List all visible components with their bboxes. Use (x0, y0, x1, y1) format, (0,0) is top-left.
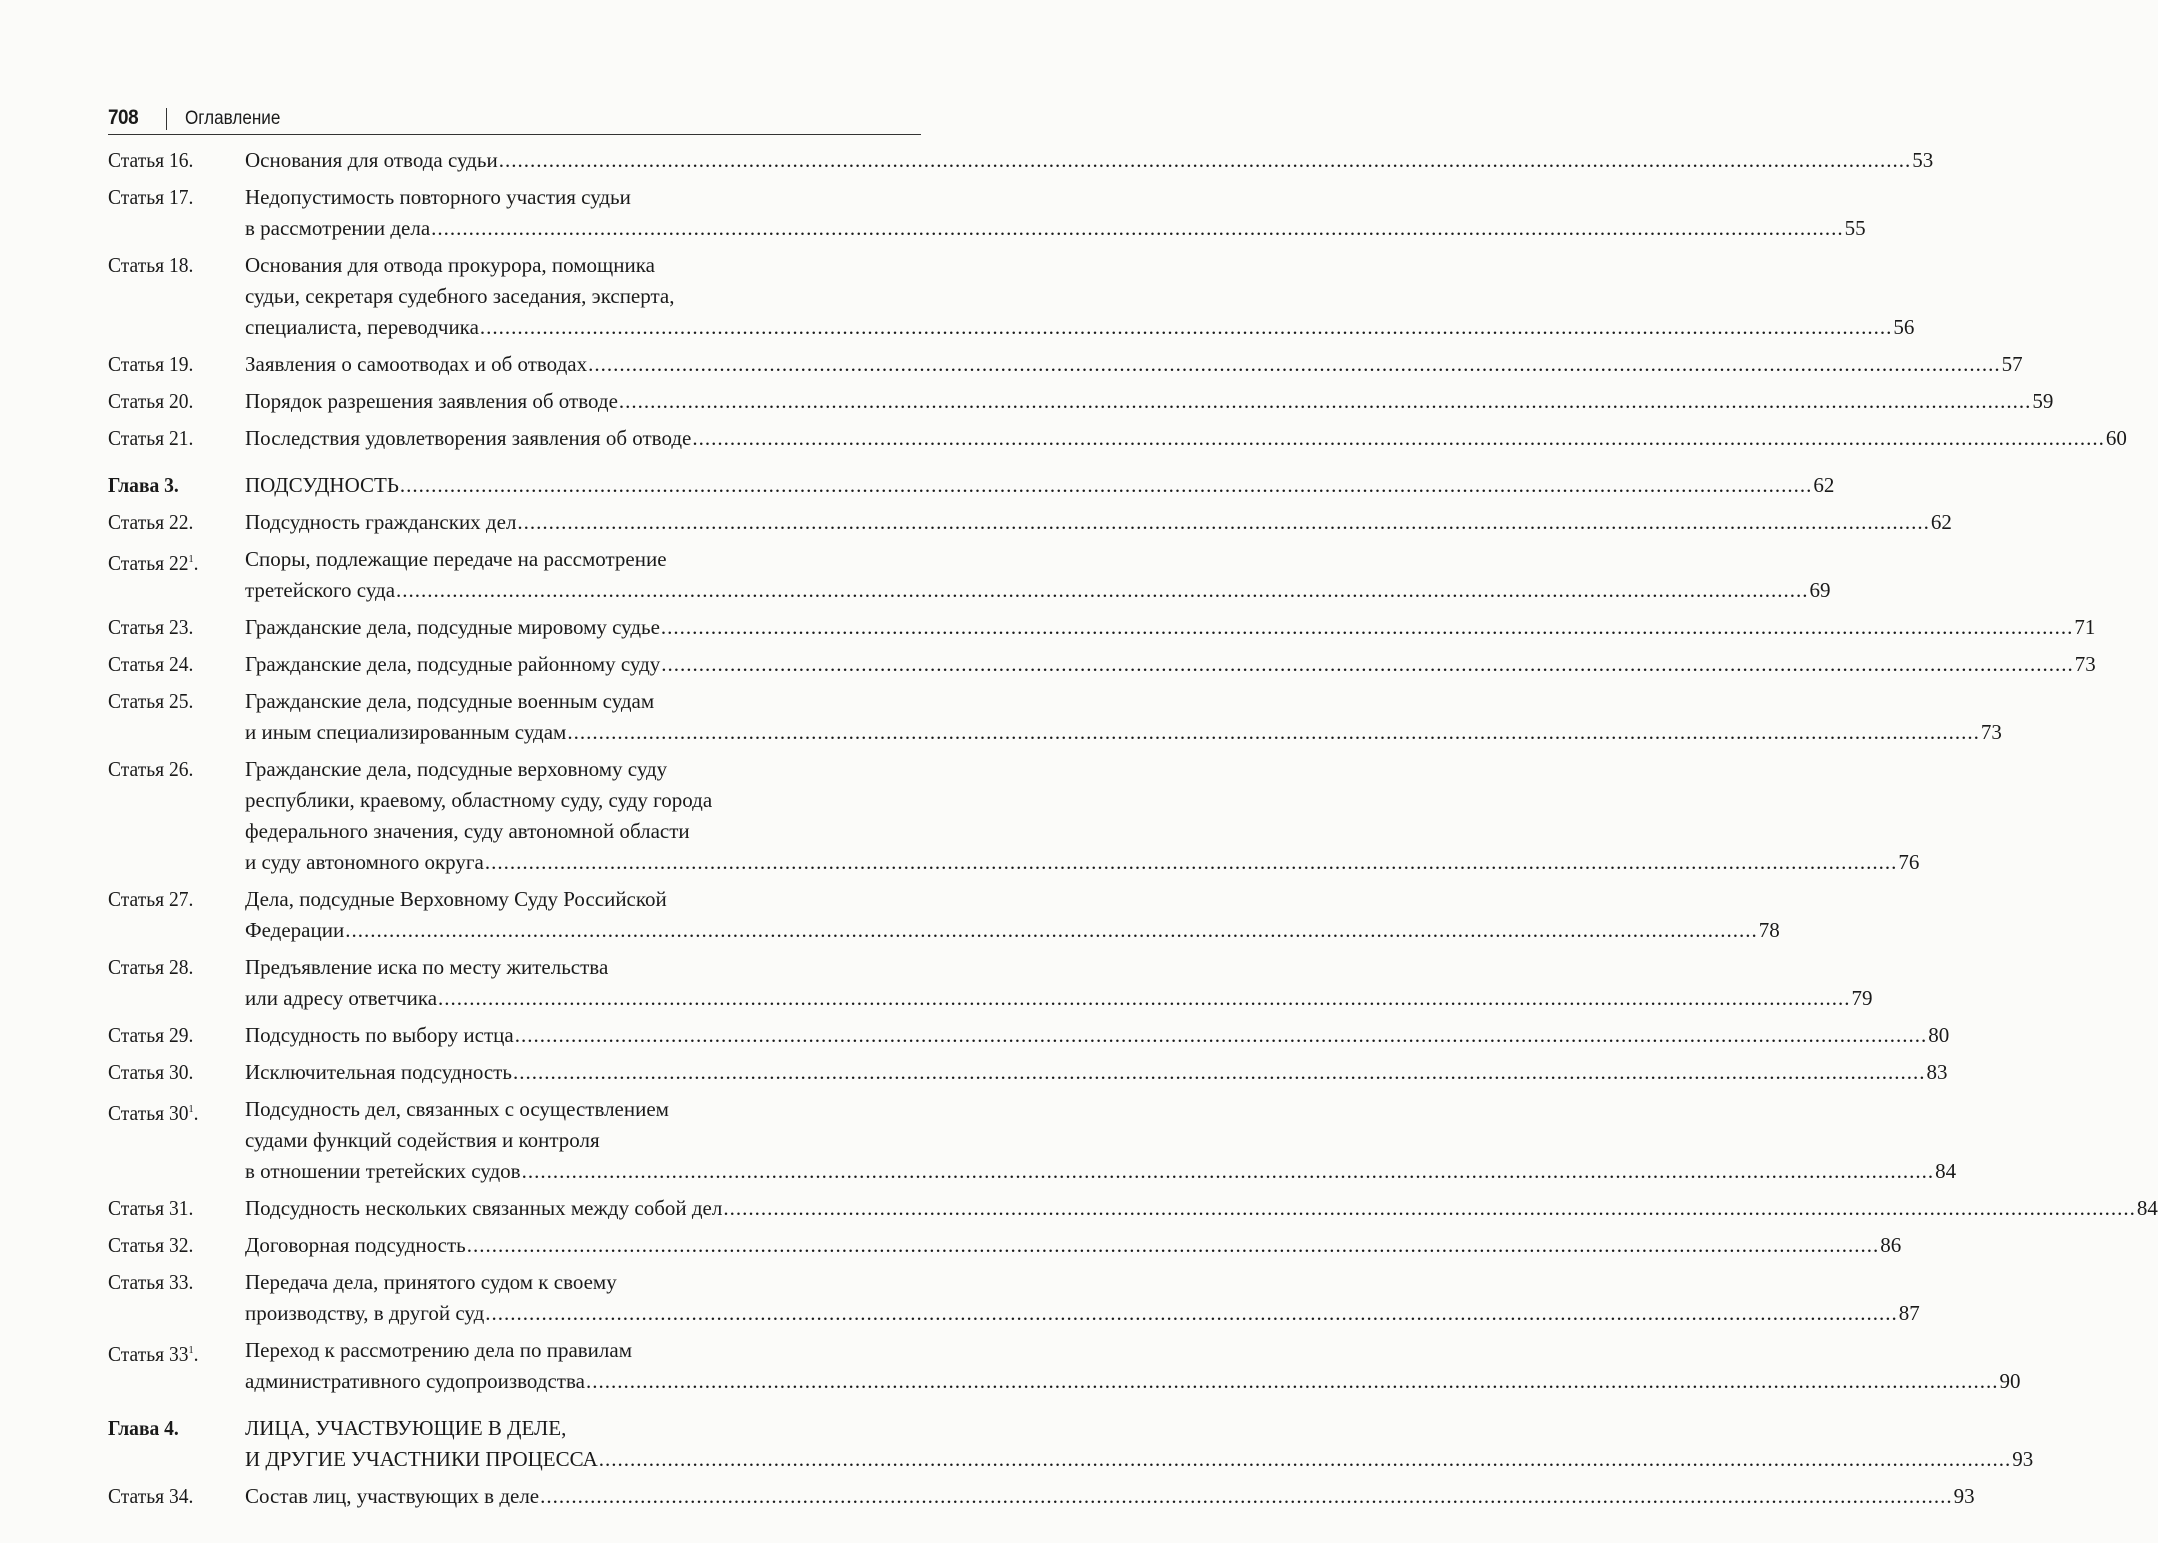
dot-leader (567, 717, 1980, 748)
toc-article-entry (108, 649, 2096, 680)
entry-label (108, 145, 235, 176)
entry-title-line: Предъявление иска по месту жительства (245, 955, 609, 979)
entry-title-line: Заявления о самоотводах и об отводах (245, 352, 588, 376)
entry-title-line: Договорная подсудность (245, 1233, 466, 1257)
running-header (108, 96, 921, 135)
entry-title-line: Исключительная подсудность (245, 1060, 512, 1084)
entry-title-line: ЛИЦА, УЧАСТВУЮЩИЕ В ДЕЛЕ, (245, 1416, 567, 1440)
entry-label-text: Статья 34. (108, 1484, 194, 1508)
label-superscript: 1 (188, 1344, 194, 1356)
dot-leader (661, 649, 2074, 680)
page-ref: 93 (2012, 1447, 2034, 1471)
entry-label-text: Статья 33. (108, 1270, 194, 1294)
entry-label: Статья $33^1$. (108, 1342, 199, 1366)
entry-label: Статья $22^1$. (108, 551, 199, 575)
page-ref: 76 (1898, 850, 1920, 874)
toc-chapter-entry (108, 470, 1835, 501)
entry-label (108, 649, 235, 680)
entry-title-line: в рассмотрении дела (245, 216, 431, 240)
entry-label-text: Статья 22. (108, 510, 194, 534)
toc-article-entry (108, 1193, 2158, 1224)
entry-label (108, 754, 235, 878)
entry-label (108, 612, 235, 643)
toc-article-entry (108, 1481, 1975, 1512)
entry-title-line: судами функций содействия и контроля (245, 1128, 600, 1152)
dot-leader (588, 349, 2001, 380)
dot-leader (396, 575, 1809, 606)
toc-article-entry (108, 612, 2096, 643)
entry-title-line: и иным специализированным судам (245, 720, 567, 744)
toc-chapter-entry (108, 1413, 2034, 1475)
page-ref: 83 (1926, 1060, 1948, 1084)
page-ref: 62 (1813, 473, 1835, 497)
entry-label (108, 1057, 235, 1088)
toc-article-entry (108, 145, 1934, 176)
page-ref: 79 (1851, 986, 1873, 1010)
dot-leader (522, 1156, 1935, 1187)
dot-leader (517, 507, 1930, 538)
entry-label-text: Статья 30 (108, 1101, 189, 1125)
dot-leader (431, 213, 1844, 244)
page-ref: 55 (1844, 216, 1866, 240)
page-number: 708 (108, 106, 139, 129)
entry-title-line: Последствия удовлетворения заявления об отводе (245, 426, 692, 450)
section-title: Оглавление (185, 108, 281, 129)
entry-title-line: республики, краевому, областному суду, суду города (245, 788, 713, 812)
entry-label (108, 1481, 235, 1512)
entry-label-text: Статья 19. (108, 352, 194, 376)
page-ref: 69 (1809, 578, 1831, 602)
entry-label-text: Статья 31. (108, 1196, 194, 1220)
entry-title-line: третейского суда (245, 578, 396, 602)
toc-article-entry (108, 507, 1952, 538)
entry-title-line: Федерации (245, 918, 345, 942)
entry-label-text: Статья 30. (108, 1060, 194, 1084)
toc-article-entry (108, 1057, 1948, 1088)
entry-label (108, 884, 235, 946)
entry-label (108, 349, 235, 380)
page-ref: 90 (1999, 1369, 2021, 1393)
dot-leader (467, 1230, 1880, 1261)
entry-label-text: Статья 25. (108, 689, 194, 713)
entry-label-text: Статья 21. (108, 426, 194, 450)
dot-leader (599, 1444, 2012, 1475)
entry-title-line: специалиста, переводчика (245, 315, 479, 339)
entry-title-line: Гражданские дела, подсудные мировому судье (245, 615, 660, 639)
entry-title-line: производству, в другой суд (245, 1301, 485, 1325)
page-ref: 53 (1912, 148, 1934, 172)
page-ref: 86 (1880, 1233, 1902, 1257)
entry-label (108, 423, 235, 454)
entry-label-text: Статья 32. (108, 1233, 194, 1257)
toc-article-entry (108, 1094, 1957, 1187)
label-superscript: 1 (188, 1103, 194, 1115)
page-ref: 80 (1928, 1023, 1950, 1047)
entry-title-line: Споры, подлежащие передаче на рассмотрение (245, 547, 667, 571)
page-ref: 78 (1758, 918, 1780, 942)
toc-article-entry (108, 1267, 1920, 1329)
toc-article-entry (108, 423, 2127, 454)
dot-leader (499, 145, 1912, 176)
entry-title-line: или адресу ответчика (245, 986, 438, 1010)
toc-article-entry (108, 686, 2002, 748)
entry-label-text: Глава 3. (108, 473, 179, 497)
entry-label-text: Статья 33 (108, 1342, 189, 1366)
toc-article-entry (108, 1020, 1950, 1051)
entry-label-text: Статья 23. (108, 615, 194, 639)
entry-label (108, 386, 235, 417)
dot-leader (540, 1481, 1953, 1512)
entry-label-text: Статья 27. (108, 887, 194, 911)
entry-title-line: Состав лиц, участвующих в деле (245, 1484, 540, 1508)
page-ref: 57 (2001, 352, 2023, 376)
entry-title-line: Порядок разрешения заявления об отводе (245, 389, 618, 413)
page-ref: 73 (2074, 652, 2096, 676)
entry-title-line: административного судопроизводства (245, 1369, 585, 1393)
page-ref: 71 (2074, 615, 2096, 639)
entry-title-line: и суду автономного округа (245, 850, 484, 874)
entry-title-line: ПОДСУДНОСТЬ (245, 473, 399, 497)
page-ref: 60 (2105, 426, 2127, 450)
entry-label (108, 470, 235, 501)
entry-label (108, 1267, 235, 1329)
dot-leader (400, 470, 1813, 501)
dot-leader (723, 1193, 2136, 1224)
toc-article-entry (108, 544, 1831, 606)
dot-leader (438, 983, 1851, 1014)
dot-leader (692, 423, 2105, 454)
page-ref: 56 (1893, 315, 1915, 339)
entry-title-line: в отношении третейских судов (245, 1159, 521, 1183)
header-divider (166, 108, 168, 130)
entry-title-line: судьи, секретаря судебного заседания, эксперта, (245, 284, 675, 308)
page-ref: 87 (1898, 1301, 1920, 1325)
entry-title-line: Основания для отвода судьи (245, 148, 498, 172)
dot-leader (480, 312, 1893, 343)
toc-article-entry (108, 250, 1915, 343)
entry-title-line: Подсудность по выбору истца (245, 1023, 514, 1047)
entry-title-line: Гражданские дела, подсудные военным судам (245, 689, 655, 713)
entry-label-text: Статья 29. (108, 1023, 194, 1047)
entry-label-text: Статья 18. (108, 253, 194, 277)
entry-label-text: Статья 20. (108, 389, 194, 413)
toc-article-entry (108, 386, 2054, 417)
entry-title-line: федерального значения, суду автономной области (245, 819, 690, 843)
dot-leader (513, 1057, 1926, 1088)
toc-article-entry (108, 754, 1920, 878)
entry-label-text: Глава 4. (108, 1416, 179, 1440)
entry-label-text: Статья 16. (108, 148, 194, 172)
page-ref: 93 (1953, 1484, 1975, 1508)
entry-label-text: Статья 17. (108, 185, 194, 209)
page-ref: 59 (2032, 389, 2054, 413)
entry-label (108, 1413, 235, 1475)
entry-label (108, 507, 235, 538)
entry-label-text: Статья 24. (108, 652, 194, 676)
page-ref: 84 (2136, 1196, 2158, 1220)
entry-title-line: Подсудность дел, связанных с осуществлением (245, 1097, 669, 1121)
toc-article-entry (108, 884, 1780, 946)
entry-label-text: Статья 28. (108, 955, 194, 979)
entry-label (108, 182, 235, 244)
dot-leader (345, 915, 1758, 946)
toc-article-entry (108, 349, 2023, 380)
entry-label: Статья $30^1$. (108, 1101, 199, 1125)
entry-label (108, 1193, 235, 1224)
dot-leader (485, 847, 1898, 878)
table-of-contents (108, 145, 2158, 1518)
entry-title-line: Подсудность гражданских дел (245, 510, 517, 534)
entry-title-line: Передача дела, принятого судом к своему (245, 1270, 617, 1294)
page-ref: 73 (1980, 720, 2002, 744)
entry-title-line: Подсудность нескольких связанных между собой дел (245, 1196, 723, 1220)
label-superscript: 1 (188, 553, 194, 565)
entry-label (108, 686, 235, 748)
page-ref: 84 (1935, 1159, 1957, 1183)
toc-article-entry (108, 182, 1866, 244)
dot-leader (661, 612, 2074, 643)
entry-title-line: Гражданские дела, подсудные районному суду (245, 652, 661, 676)
dot-leader (485, 1298, 1898, 1329)
toc-article-entry (108, 952, 1873, 1014)
entry-label (108, 1230, 235, 1261)
entry-title-line: Гражданские дела, подсудные верховному суду (245, 757, 668, 781)
entry-label-text: Статья 22 (108, 551, 189, 575)
dot-leader (586, 1366, 1999, 1397)
entry-label-text: Статья 26. (108, 757, 194, 781)
toc-article-entry (108, 1335, 2021, 1397)
entry-title-line: Дела, подсудные Верховному Суду Российской (245, 887, 667, 911)
dot-leader (619, 386, 2032, 417)
page-ref: 62 (1930, 510, 1952, 534)
entry-title-line: Переход к рассмотрению дела по правилам (245, 1338, 633, 1362)
entry-label (108, 250, 235, 343)
entry-title-line: Основания для отвода прокурора, помощника (245, 253, 655, 277)
entry-label (108, 1020, 235, 1051)
entry-label (108, 952, 235, 1014)
toc-article-entry (108, 1230, 1902, 1261)
dot-leader (515, 1020, 1928, 1051)
entry-title-line: Недопустимость повторного участия судьи (245, 185, 631, 209)
entry-title-line: И ДРУГИЕ УЧАСТНИКИ ПРОЦЕССА (245, 1447, 598, 1471)
